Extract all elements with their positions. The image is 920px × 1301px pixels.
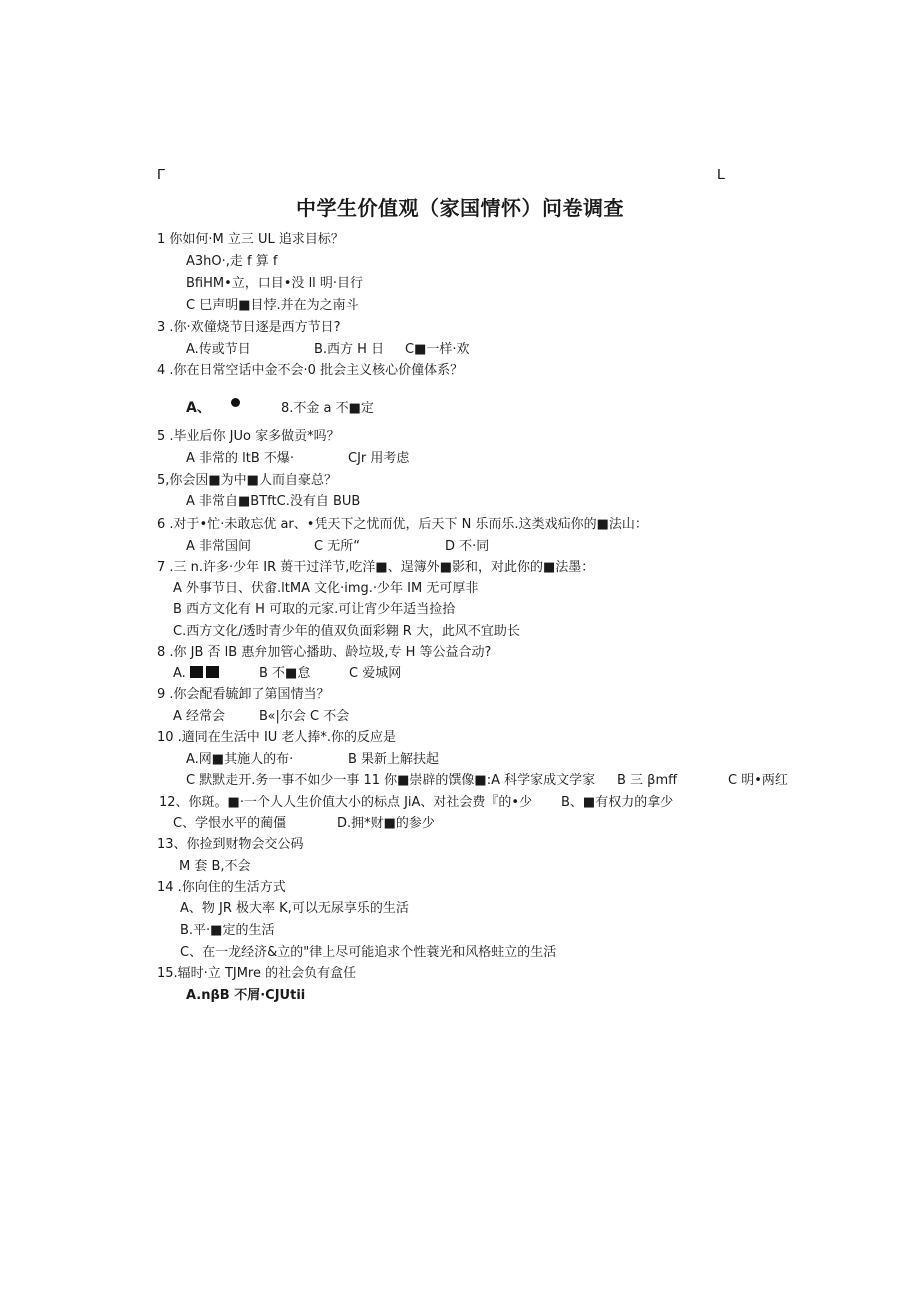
- option-9a: A 经常会: [173, 709, 226, 724]
- question-8: 8 .你 JB 否 lB 惠弁加管心播助、龄垃圾,专 H 等公益合动?: [157, 645, 492, 660]
- option-8a: [173, 665, 222, 683]
- option-15a: A.nβB 不屑·CJUtii: [186, 988, 306, 1003]
- option-14a: A、物 JR 极大率 K,可以无尿享乐的生活: [180, 901, 409, 916]
- question-15: 15.辐时·立 TJMre 的社会负有盒任: [157, 966, 357, 981]
- question-1: 1 你如何·M 立三 UL 追求目标？: [157, 232, 344, 247]
- bullet-dot-icon: [231, 398, 240, 407]
- question-4: 4 .你在日常空话中金不会·0 批会主义核心价僮体系？: [157, 363, 464, 378]
- option-13a: M 套 B,不会: [179, 859, 251, 874]
- option-5b: CJr 用考虑: [348, 451, 410, 466]
- option-12c: C、学恨水平的蔺僵: [173, 816, 287, 831]
- option-12d: D.拥*财■的参少: [337, 816, 435, 831]
- option-1a: A3hO·,走 f 算 f: [186, 254, 278, 269]
- corner-mark-right: L: [717, 166, 726, 183]
- option-9b: B«|尔会 C 不会: [259, 709, 350, 724]
- question-3: 3 .你·欢僮烧节日逐是西方节日?: [157, 320, 341, 335]
- question-13: 13、你捡到财物会交公码: [157, 837, 304, 852]
- redaction-block-icon: [206, 666, 219, 678]
- option-3c: C■一样·欢: [405, 342, 470, 357]
- option-11c: C 明•两红: [728, 773, 788, 788]
- option-7b: B 西方文化有 H 可取的元家.可让宵少年适当捡拾: [173, 602, 456, 617]
- question-5: 5 .毕业后你 JUo 家多做贡*吗？: [157, 429, 340, 444]
- redaction-block-icon: [190, 666, 203, 678]
- option-10b: B 果新上解扶起: [348, 752, 440, 767]
- option-6d: D 不·同: [445, 539, 490, 554]
- question-12: 12、你斑。■·一个人人生价值大小的标点 JiA、对社会费『的•少: [159, 795, 533, 810]
- option-5-second-a: A 非常自■BTftC.没有自 BUB: [186, 494, 361, 509]
- option-8b: B 不■怠: [259, 666, 311, 681]
- option-11b: B 三 βmff: [617, 773, 678, 788]
- option-12b: B、■有权力的拿少: [561, 795, 674, 810]
- question-5-second: 5,你会因■为中■人而自豪总？: [157, 473, 337, 488]
- option-3a: A.传或节日: [186, 342, 251, 357]
- option-4b: 8.不金 a 不■定: [281, 401, 374, 416]
- question-10: 10 .適同在生活中 IU 老人捧*.你的反应是: [157, 730, 397, 745]
- question-7: 7 .三 n.许多·少年 IR 蒉干过洋节,吃洋■、逞簿外■影和，对此你的■法墨：: [157, 560, 595, 575]
- question-14: 14 .你向住的生活方式: [157, 880, 286, 895]
- option-14b: B.平·■定的生活: [180, 923, 275, 938]
- option-4a: A、: [186, 400, 211, 416]
- option-6a: A 非常国间: [186, 539, 252, 554]
- option-10c: C 默默走开.务一事不如少一事 11 你■崇辟的馔像■:A 科学家成文学家: [186, 773, 596, 788]
- option-8a-label: A.: [173, 666, 186, 681]
- option-6c: C 无所“: [314, 539, 360, 554]
- option-5a: A 非常的 ltB 不爆·: [186, 451, 295, 466]
- option-7a: A 外事节日、伏畲.ltMA 文化·img.·少年 IM 无可厚非: [173, 581, 479, 596]
- question-6: 6 .对于•忙·未敢忘优 ar、•凭天下之忧而优，后天下 N 乐而乐.这类戏疝你的■法山：: [157, 517, 648, 532]
- corner-mark-left: Γ: [157, 166, 166, 183]
- option-3b: B.西方 H 日: [314, 342, 385, 357]
- question-9: 9 .你会配看毓卸了第国情当？: [157, 687, 330, 702]
- option-8c: C 爱城网: [349, 666, 402, 681]
- option-1c: C 巳声明■目悖.并在为之南斗: [186, 298, 359, 313]
- option-10a: A.网■其施人的布·: [186, 752, 294, 767]
- option-14c: C、在一龙经济&立的"律上尽可能追求个性蓑光和风格蛀立的生活: [180, 945, 557, 960]
- option-1b: BfiHM•立，口目•没 ll 明·目行: [186, 276, 364, 291]
- option-7c: C.西方文化/透时青少年的值双负面彩翱 R 大，此风不宜助长: [173, 624, 520, 639]
- page-title: 中学生价值观（家国情怀）问卷调查: [296, 196, 624, 220]
